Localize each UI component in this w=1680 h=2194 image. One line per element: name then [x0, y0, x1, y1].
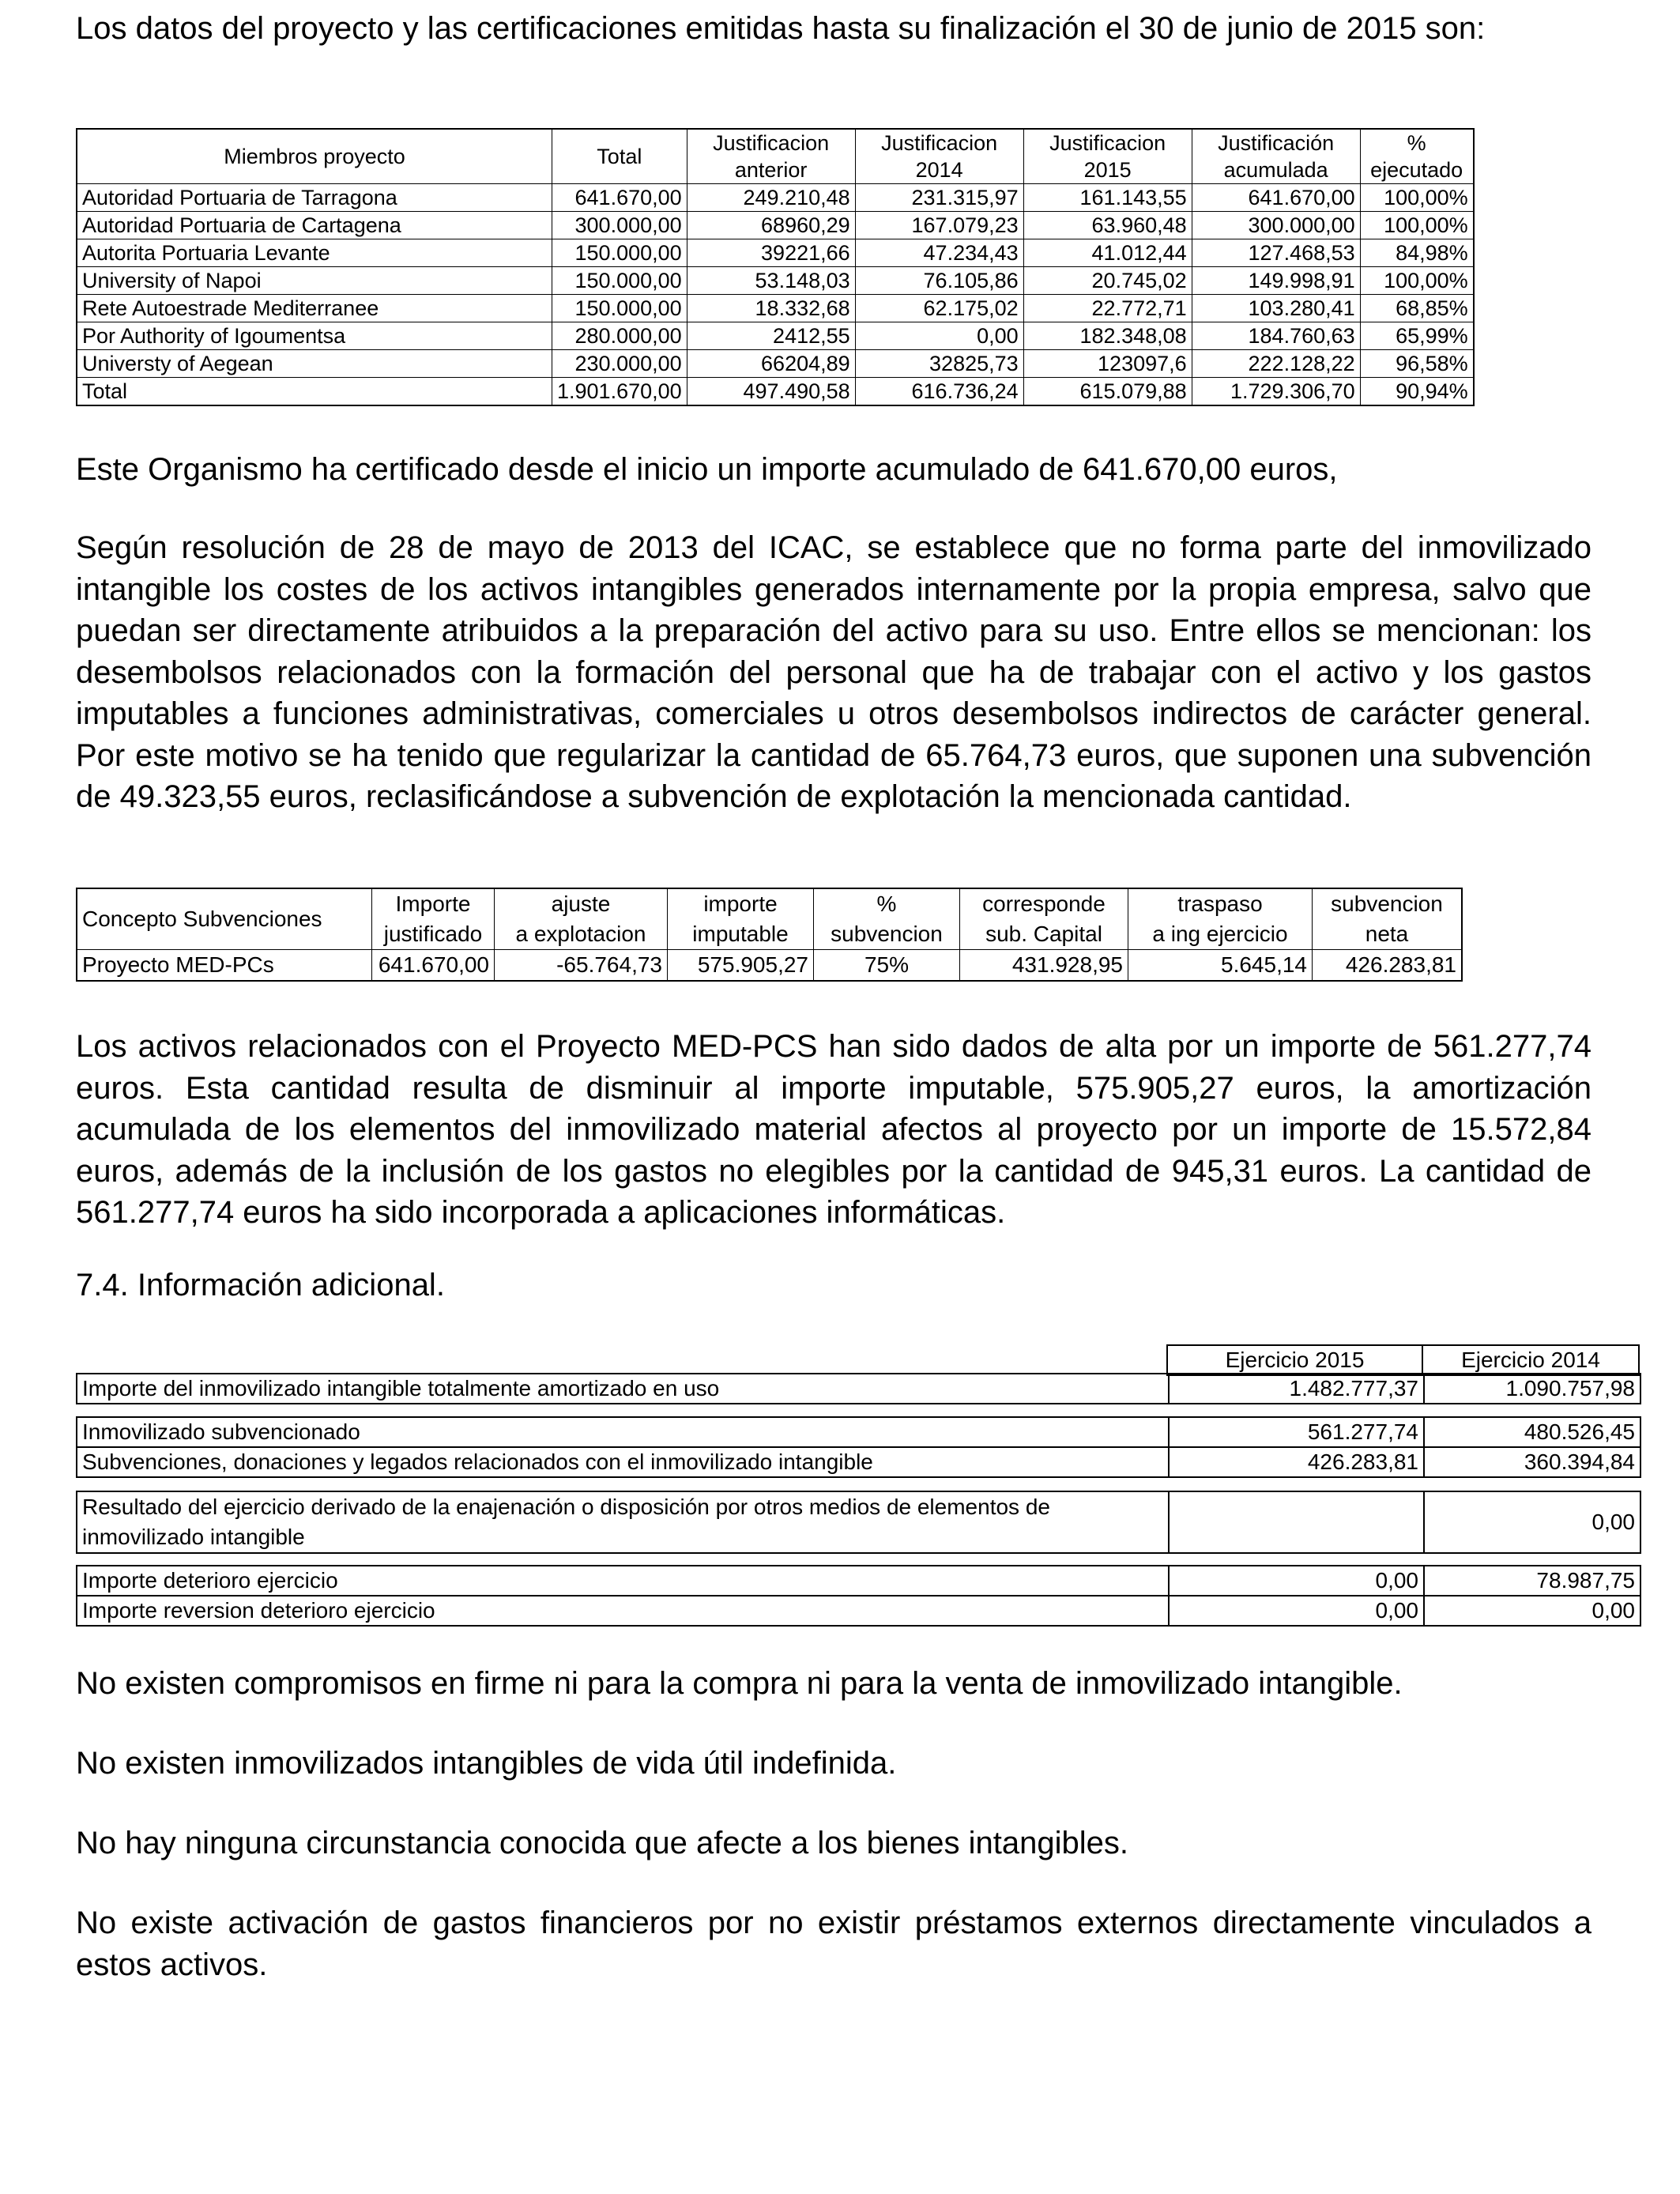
table-row: [77, 350, 1474, 378]
member-name-cell: Autorita Portuaria Levante: [77, 239, 552, 267]
cell: Proyecto MED-PCs: [77, 950, 372, 982]
table-row: [77, 1374, 1640, 1404]
header-corresponde-2: sub. Capital: [960, 919, 1128, 950]
value-2014: 1.090.757,98: [1424, 1374, 1640, 1404]
value-cell: 41.012,44: [1023, 239, 1192, 267]
header-imputable-2: imputable: [668, 919, 814, 950]
value-cell: 300.000,00: [1192, 212, 1360, 239]
value-cell: 150.000,00: [552, 295, 687, 322]
value-cell: 63.960,48: [1023, 212, 1192, 239]
header-just-prev-2: anterior: [687, 156, 855, 184]
value-cell: 161.143,55: [1023, 184, 1192, 212]
header-pct-subv: %: [814, 888, 960, 919]
header-just-2014: Justificacion: [855, 129, 1023, 156]
table-row: [77, 950, 1462, 982]
header-just-2014-2: 2014: [855, 156, 1023, 184]
member-name-cell: Universty of Aegean: [77, 350, 552, 378]
row-label: Subvenciones, donaciones y legados relacionados con el inmovilizado intangible: [77, 1447, 1169, 1477]
value-2014: 360.394,84: [1424, 1447, 1640, 1477]
header-neta: subvencion: [1313, 888, 1463, 919]
member-name-cell: Autoridad Portuaria de Tarragona: [77, 184, 552, 212]
table-row: [77, 295, 1474, 322]
header-neta-2: neta: [1313, 919, 1463, 950]
header-just-prev: Justificacion: [687, 129, 855, 156]
value-cell: 300.000,00: [552, 212, 687, 239]
value-cell: 65,99%: [1360, 322, 1474, 350]
value-cell: 47.234,43: [855, 239, 1023, 267]
header-corresponde: corresponde: [960, 888, 1128, 919]
header-just-acum: Justificación: [1192, 129, 1360, 156]
value-cell: 39221,66: [687, 239, 855, 267]
member-name-cell: Total: [77, 378, 552, 406]
table-row: [77, 212, 1474, 239]
value-cell: 103.280,41: [1192, 295, 1360, 322]
financial-expenses-paragraph: No existe activación de gastos financieros por no existir préstamos externos directamente vinculados a estos activos.: [76, 1906, 1591, 1982]
row-label: Importe del inmovilizado intangible totalmente amortizado en uso: [77, 1374, 1169, 1404]
value-cell: 0,00: [855, 322, 1023, 350]
commitments-paragraph: No existen compromisos en firme ni para la compra ni para la venta de inmovilizado intangible.: [76, 1666, 1403, 1701]
header-importe-2: justificado: [372, 919, 495, 950]
header-total: Total: [552, 129, 687, 184]
header-importe: Importe: [372, 888, 495, 919]
table-row: [77, 1566, 1640, 1596]
value-cell: 100,00%: [1360, 267, 1474, 295]
subsidy-concepts-table: [76, 888, 1463, 982]
row-label: [77, 1491, 1169, 1553]
value-cell: 497.490,58: [687, 378, 855, 406]
header-pct: %: [1360, 129, 1474, 156]
header-concept: Concepto Subvenciones: [77, 888, 372, 950]
value-cell: 641.670,00: [1192, 184, 1360, 212]
value-cell: 1.729.306,70: [1192, 378, 1360, 406]
member-name-cell: Por Authority of Igoumentsa: [77, 322, 552, 350]
table-row: [77, 322, 1474, 350]
header-pct-subv-2: subvencion: [814, 919, 960, 950]
value-2014: 78.987,75: [1424, 1566, 1640, 1596]
subsidized-block: [76, 1416, 1641, 1478]
additional-info-header: [76, 1344, 1640, 1376]
cell: -65.764,73: [495, 950, 668, 982]
header-ajuste-2: a explotacion: [495, 919, 668, 950]
value-cell: 150.000,00: [552, 239, 687, 267]
value-2015: [1169, 1491, 1424, 1553]
value-2015: 0,00: [1169, 1596, 1424, 1626]
cell: 431.928,95: [960, 950, 1128, 982]
row-label-line1: Resultado del ejercicio derivado de la enajenación o disposición por otros medios de elementos de: [82, 1495, 1050, 1519]
table-row: [77, 1417, 1640, 1447]
table-row: [77, 1596, 1640, 1626]
value-cell: 616.736,24: [855, 378, 1023, 406]
value-2014: 0,00: [1424, 1596, 1640, 1626]
table-row: [77, 378, 1474, 406]
value-cell: 68,85%: [1360, 295, 1474, 322]
value-cell: 68960,29: [687, 212, 855, 239]
value-cell: 280.000,00: [552, 322, 687, 350]
header-members: Miembros proyecto: [77, 129, 552, 184]
header-ejercicio-2014: Ejercicio 2014: [1422, 1345, 1639, 1375]
cell: 575.905,27: [668, 950, 814, 982]
value-cell: 182.348,08: [1023, 322, 1192, 350]
value-2015: 426.283,81: [1169, 1447, 1424, 1477]
circumstances-paragraph: No hay ninguna circunstancia conocida que afecte a los bienes intangibles.: [76, 1826, 1128, 1860]
value-cell: 641.670,00: [552, 184, 687, 212]
amortized-block: [76, 1373, 1641, 1404]
row-label: Importe deterioro ejercicio: [77, 1566, 1169, 1596]
value-cell: 2412,55: [687, 322, 855, 350]
value-cell: 231.315,97: [855, 184, 1023, 212]
value-cell: 184.760,63: [1192, 322, 1360, 350]
member-name-cell: Autoridad Portuaria de Cartagena: [77, 212, 552, 239]
value-cell: 22.772,71: [1023, 295, 1192, 322]
section-title: 7.4. Información adicional.: [76, 1268, 445, 1302]
row-label-line2: inmovilizado intangible: [82, 1525, 305, 1549]
row-label: Inmovilizado subvencionado: [77, 1417, 1169, 1447]
cell: 641.670,00: [372, 950, 495, 982]
header-imputable: importe: [668, 888, 814, 919]
intro-paragraph: Los datos del proyecto y las certificaciones emitidas hasta su finalización el 30 de junio de 2015 son:: [76, 11, 1486, 46]
value-cell: 222.128,22: [1192, 350, 1360, 378]
value-cell: 84,98%: [1360, 239, 1474, 267]
header-just-2015: Justificacion: [1023, 129, 1192, 156]
header-pct-2: ejecutado: [1360, 156, 1474, 184]
value-cell: 615.079,88: [1023, 378, 1192, 406]
value-cell: 230.000,00: [552, 350, 687, 378]
value-cell: 76.105,86: [855, 267, 1023, 295]
value-cell: 62.175,02: [855, 295, 1023, 322]
value-2015: 561.277,74: [1169, 1417, 1424, 1447]
header-just-2015-2: 2015: [1023, 156, 1192, 184]
header-just-acum-2: acumulada: [1192, 156, 1360, 184]
result-block: [76, 1491, 1641, 1554]
value-2014: 0,00: [1424, 1491, 1640, 1553]
table-row: [77, 1491, 1640, 1553]
member-name-cell: Rete Autoestrade Mediterranee: [77, 295, 552, 322]
project-certifications-table: [76, 128, 1475, 406]
member-name-cell: University of Napoi: [77, 267, 552, 295]
table-row: [77, 1447, 1640, 1477]
header-ejercicio-2015: Ejercicio 2015: [1167, 1345, 1422, 1375]
table-row: [77, 267, 1474, 295]
value-cell: 100,00%: [1360, 212, 1474, 239]
cell: 5.645,14: [1128, 950, 1313, 982]
impairment-block: [76, 1565, 1641, 1627]
certified-paragraph: Este Organismo ha certificado desde el inicio un importe acumulado de 641.670,00 euros,: [76, 452, 1338, 487]
value-cell: 149.998,91: [1192, 267, 1360, 295]
value-cell: 150.000,00: [552, 267, 687, 295]
cell: 426.283,81: [1313, 950, 1463, 982]
value-cell: 249.210,48: [687, 184, 855, 212]
icac-paragraph: Según resolución de 28 de mayo de 2013 del ICAC, se establece que no forma parte del inmovilizado intangible los costes de los activos intangibles generados internamente por la propia empresa, salvo que puedan ser directamente atribuidos a la preparación del activo para su uso. Entre ellos se mencionan: los desembolsos relacionados con la formación del personal que ha de trabajar con el activo y los gastos imputables a funciones administrativas, comerciales u otros desembolsos indirectos de carácter general. Por este motivo se ha tenido que regularizar la cantidad de 65.764,73 euros, que suponen una subvención de 49.323,55 euros, reclasificándose a subvención de explotación la mencionada cantidad.: [76, 530, 1591, 814]
value-2015: 0,00: [1169, 1566, 1424, 1596]
value-2014: 480.526,45: [1424, 1417, 1640, 1447]
value-cell: 123097,6: [1023, 350, 1192, 378]
header-traspaso-2: a ing ejercicio: [1128, 919, 1313, 950]
table-row: [77, 239, 1474, 267]
value-cell: 90,94%: [1360, 378, 1474, 406]
value-cell: 127.468,53: [1192, 239, 1360, 267]
value-cell: 96,58%: [1360, 350, 1474, 378]
row-label: Importe reversion deterioro ejercicio: [77, 1596, 1169, 1626]
value-cell: 66204,89: [687, 350, 855, 378]
value-cell: 167.079,23: [855, 212, 1023, 239]
indefinite-life-paragraph: No existen inmovilizados intangibles de vida útil indefinida.: [76, 1746, 897, 1781]
value-2015: 1.482.777,37: [1169, 1374, 1424, 1404]
cell: 75%: [814, 950, 960, 982]
value-cell: 20.745,02: [1023, 267, 1192, 295]
value-cell: 18.332,68: [687, 295, 855, 322]
value-cell: 100,00%: [1360, 184, 1474, 212]
value-cell: 1.901.670,00: [552, 378, 687, 406]
header-traspaso: traspaso: [1128, 888, 1313, 919]
value-cell: 53.148,03: [687, 267, 855, 295]
table-row: [77, 184, 1474, 212]
header-ajuste: ajuste: [495, 888, 668, 919]
value-cell: 32825,73: [855, 350, 1023, 378]
assets-paragraph: Los activos relacionados con el Proyecto MED-PCS han sido dados de alta por un importe de 561.277,74 euros. Esta cantidad resulta de disminuir al importe imputable, 575.905,27 euros, la amortización acumulada de los elementos del inmovilizado material afectos al proyecto por un importe de 15.572,84 euros, además de la inclusión de los gastos no elegibles por la cantidad de 945,31 euros. La cantidad de 561.277,74 euros ha sido incorporada a aplicaciones informáticas.: [76, 1029, 1591, 1230]
